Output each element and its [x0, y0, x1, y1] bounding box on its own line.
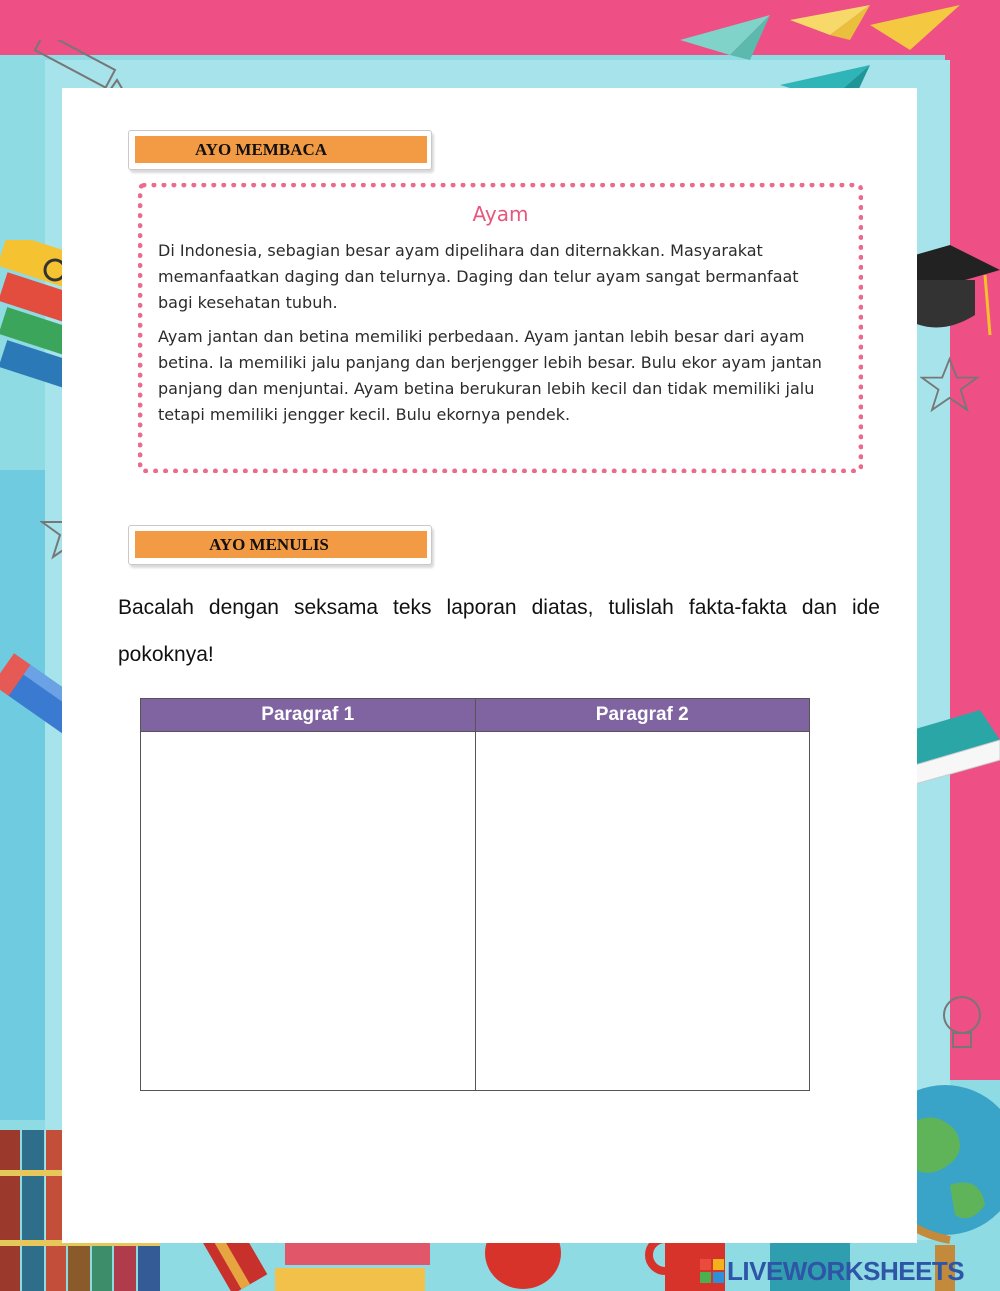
star-icon	[920, 355, 980, 415]
frame-band-pink-right	[945, 40, 1000, 1080]
instruction-text: Bacalah dengan seksama teks laporan diatas, tulislah fakta-fakta dan ide pokoknya!	[118, 596, 880, 666]
table-header-paragraf-2: Paragraf 2	[475, 699, 810, 732]
liveworksheets-mark-icon	[700, 1259, 724, 1283]
section-label-read: AYO MEMBACA	[135, 136, 427, 163]
liveworksheets-logo-text: LIVEWORKSHEETS	[727, 1256, 965, 1286]
story-paragraph-1: Di Indonesia, sebagian besar ayam dipelihara dan diternakkan. Masyarakat memanfaatkan daging dan telurnya. Daging dan telur ayam sangat bermanfaat bagi kesehatan tubuh.	[158, 241, 799, 312]
answer-input-paragraf-2[interactable]	[476, 732, 810, 1090]
story-title: Ayam	[472, 202, 529, 226]
answer-input-paragraf-1[interactable]	[141, 732, 475, 1090]
answer-cell-paragraf-2	[475, 732, 810, 1091]
section-label-write: AYO MENULIS	[135, 531, 427, 558]
reading-box	[138, 183, 863, 473]
section-tag-read	[128, 130, 432, 170]
answer-cell-paragraf-1	[141, 732, 476, 1091]
table-header-row	[141, 699, 810, 732]
section-tag-write	[128, 525, 432, 565]
story-paragraph-2: Ayam jantan dan betina memiliki perbedaan. Ayam jantan lebih besar dari ayam betina. Ia memiliki jalu panjang dan berjengger lebih besar. Bulu ekor ayam jantan panjang dan menjuntai. Ayam betina berukuran lebih kecil dan tidak memiliki jalu tetapi memiliki jengger kecil. Bulu ekornya pendek.	[158, 327, 822, 424]
liveworksheets-logo	[700, 1256, 964, 1287]
answer-table	[140, 698, 810, 1091]
table-row	[141, 732, 810, 1091]
table-header-paragraf-1: Paragraf 1	[141, 699, 476, 732]
lightbulb-icon	[935, 990, 990, 1060]
